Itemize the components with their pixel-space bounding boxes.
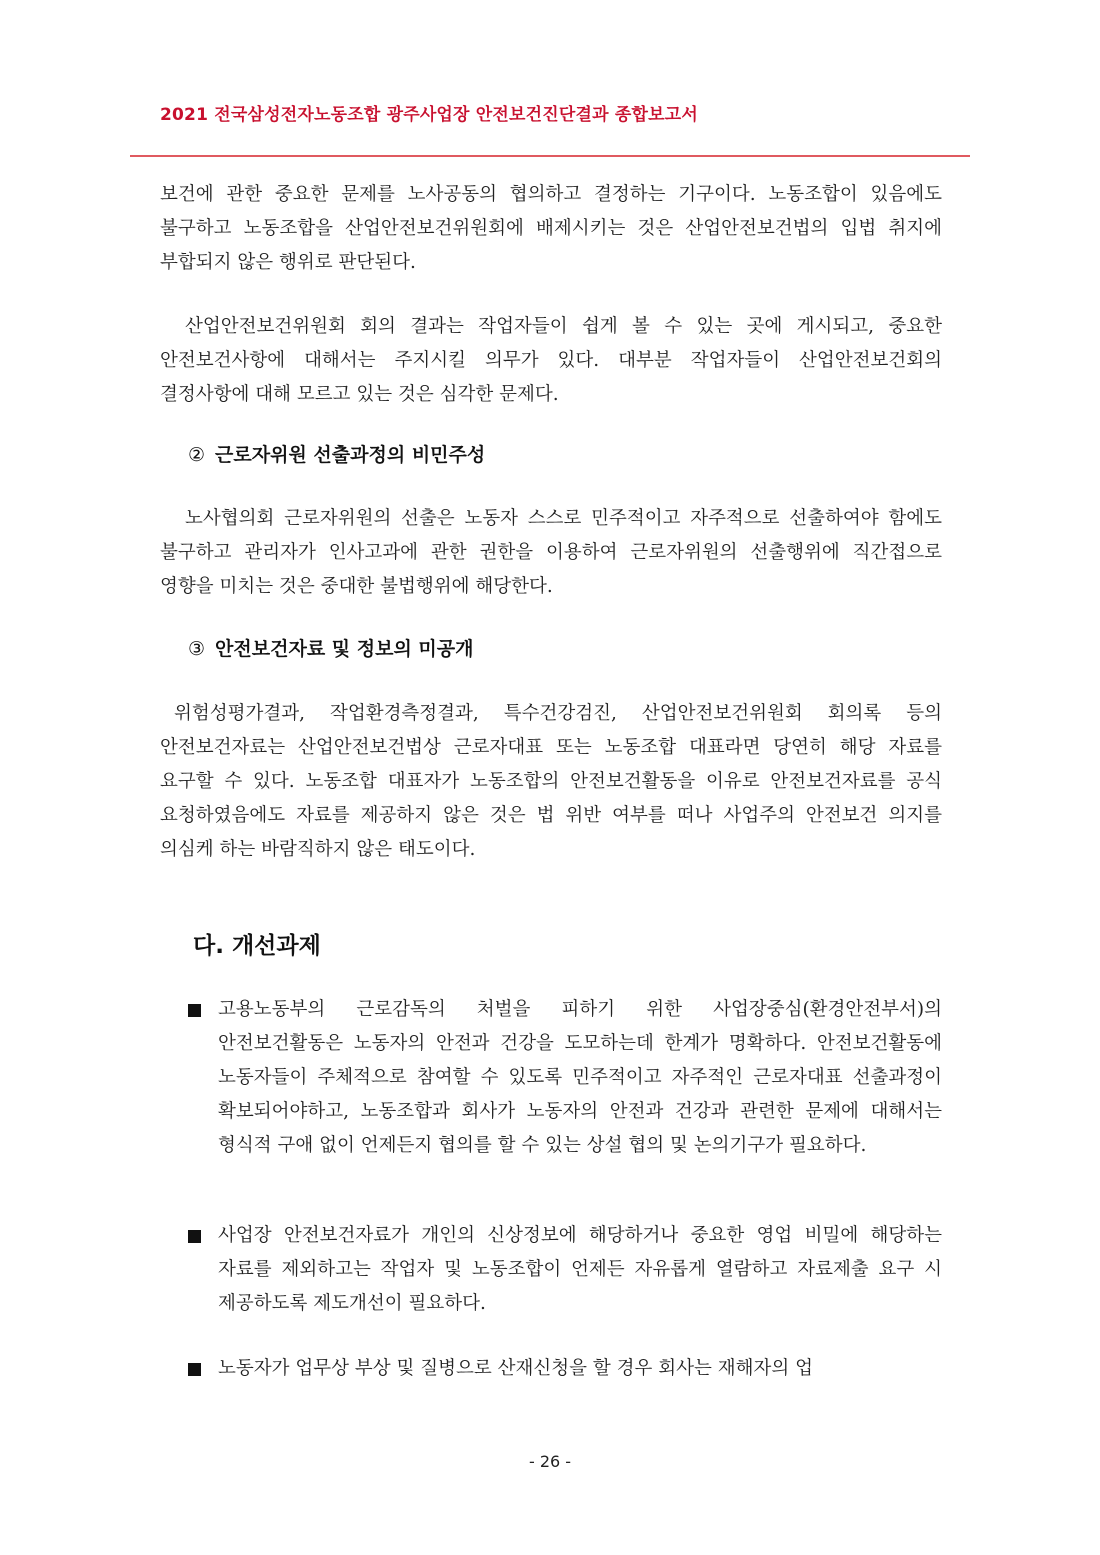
subheading-label: 안전보건자료 및 정보의 미공개 bbox=[215, 638, 474, 660]
bullet-item bbox=[160, 1352, 942, 1386]
subheading-number: ② bbox=[188, 444, 206, 466]
subheading-worker-election bbox=[188, 440, 485, 467]
square-bullet-icon bbox=[188, 1363, 201, 1376]
header-divider bbox=[130, 155, 970, 157]
bullet-item bbox=[160, 1219, 942, 1321]
subheading-number: ③ bbox=[188, 638, 206, 660]
bullet-text: 노동자가 업무상 부상 및 질병으로 산재신청을 할 경우 회사는 재해자의 업 bbox=[218, 1358, 813, 1379]
paragraph-committee-results: 산업안전보건위원회 회의 결과는 작업자들이 쉽게 볼 수 있는 곳에 게시되고, 중요한 안전보건사항에 대해서는 주지시킬 의무가 있다. 대부분 작업자들이 산업안전보건회의 결정사항에 대해 모르고 있는 것은 심각한 문제다. bbox=[160, 316, 942, 405]
paragraph-committee-exclusion: 보건에 관한 중요한 문제를 노사공동의 협의하고 결정하는 기구이다. 노동조합이 있음에도 불구하고 노동조합을 산업안전보건위원회에 배제시키는 것은 산업안전보건법의 입법 취지에 부합되지 않은 행위로 판단된다. bbox=[160, 184, 942, 273]
square-bullet-icon bbox=[188, 1004, 201, 1017]
bullet-item bbox=[160, 993, 942, 1163]
paragraph-worker-election: 노사협의회 근로자위원의 선출은 노동자 스스로 민주적이고 자주적으로 선출하여야 함에도 불구하고 관리자가 인사고과에 관한 권한을 이용하여 근로자위원의 선출행위에 직간접으로 영향을 미치는 것은 중대한 불법행위에 해당한다. bbox=[160, 508, 942, 597]
bullet-text: 사업장 안전보건자료가 개인의 신상정보에 해당하거나 중요한 영업 비밀에 해당하는 자료를 제외하고는 작업자 및 노동조합이 언제든 자유롭게 열람하고 자료제출 요구 시 제공하도록 제도개선이 필요하다. bbox=[218, 1225, 942, 1314]
running-header: 2021 전국삼성전자노동조합 광주사업장 안전보건진단결과 종합보고서 bbox=[160, 105, 699, 125]
section-title: 다. 개선과제 bbox=[193, 933, 321, 959]
subheading-label: 근로자위원 선출과정의 비민주성 bbox=[215, 444, 486, 466]
page-number: - 26 - bbox=[528, 1452, 572, 1471]
bullet-text: 고용노동부의 근로감독의 처벌을 피하기 위한 사업장중심(환경안전부서)의 안전보건활동은 노동자의 안전과 건강을 도모하는데 한계가 명확하다. 안전보건활동에 노동자들이 주체적으로 참여할 수 있도록 민주적이고 자주적인 근로자대표 선출과정이 확보되어야하고, 노동조합과 회사가 노동자의 안전과 건강과 관련한 문제에 대해서는 형식적 구애 없이 언제든지 협의를 할 수 있는 상설 협의 및 논의기구가 필요하다. bbox=[218, 999, 942, 1156]
paragraph-data-disclosure: 위험성평가결과, 작업환경측정결과, 특수건강검진, 산업안전보건위원회 회의록 등의 안전보건자료는 산업안전보건법상 근로자대표 또는 노동조합 대표라면 당연히 해당 자료를 요구할 수 있다. 노동조합 대표자가 노동조합의 안전보건활동을 이유로 안전보건자료를 공식 요청하였음에도 자료를 제공하지 않은 것은 법 위반 여부를 떠나 사업주의 안전보건 의지를 의심케 하는 바람직하지 않은 태도이다. bbox=[160, 703, 942, 860]
square-bullet-icon bbox=[188, 1230, 201, 1243]
subheading-data-disclosure bbox=[188, 634, 474, 661]
